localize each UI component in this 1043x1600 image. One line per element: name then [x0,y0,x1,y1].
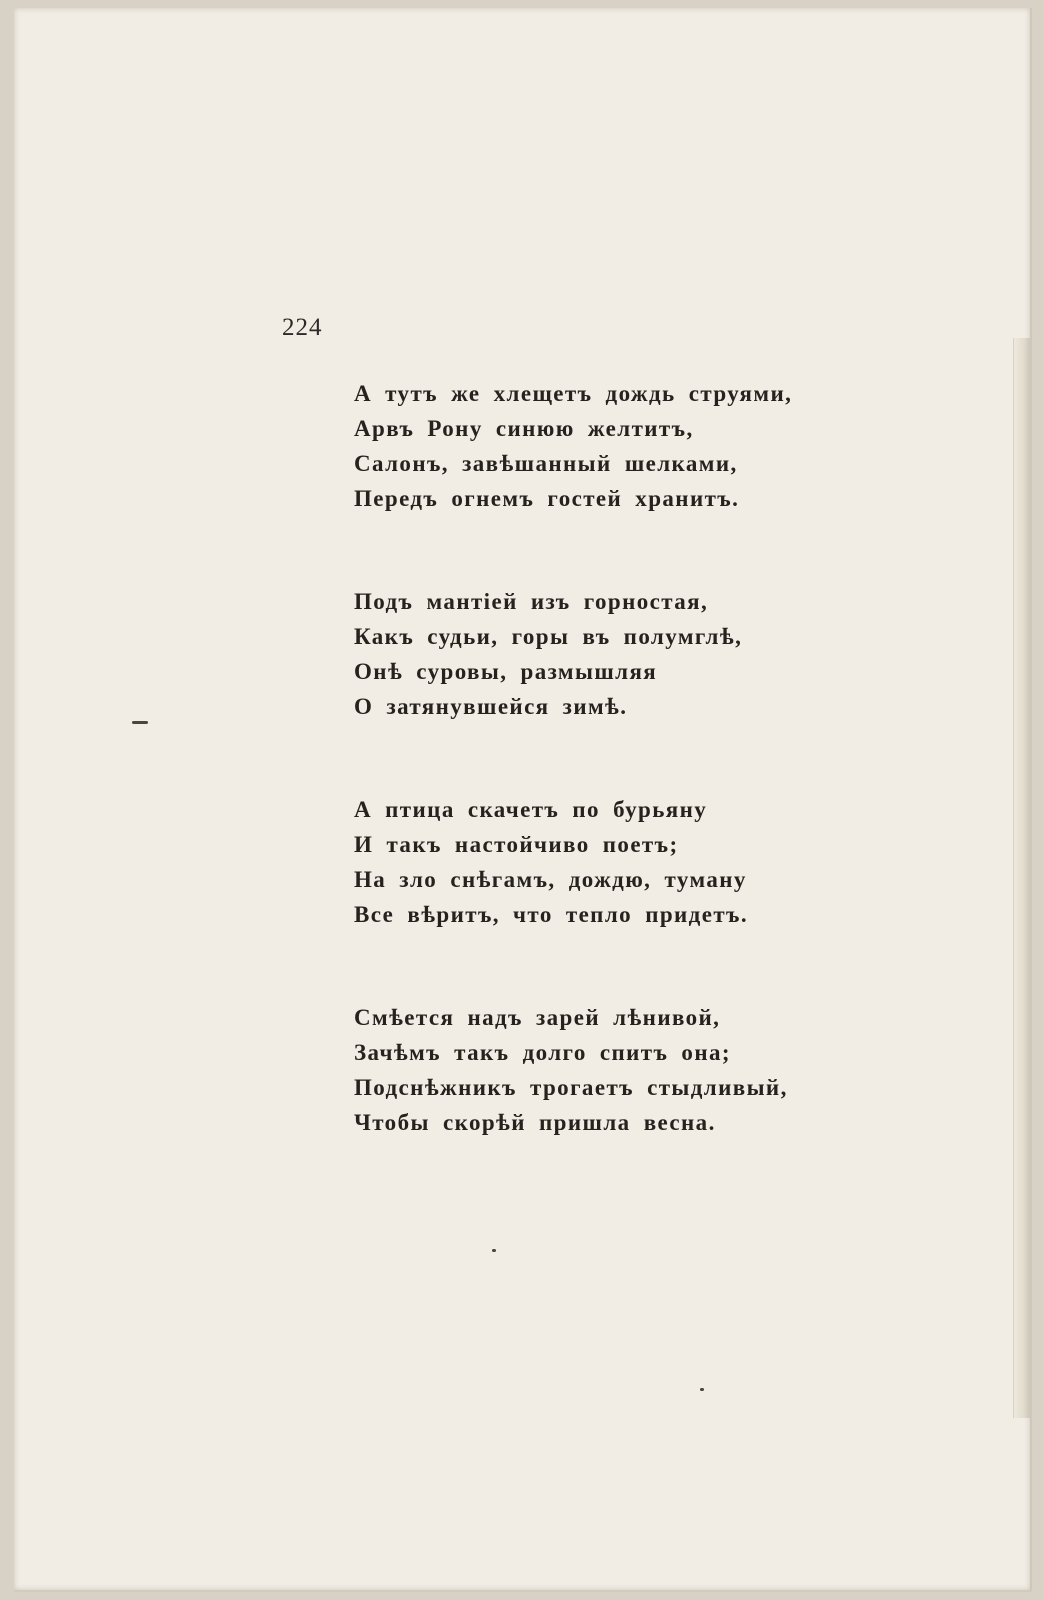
poem-line: Все вѣритъ, что тепло придетъ. [354,902,748,927]
poem-line: На зло снѣгамъ, дождю, туману [354,867,747,892]
poem [354,376,874,1140]
deckle-edge [1013,338,1030,1418]
page-number: 224 [282,314,323,341]
poem-line: А птица скачетъ по бурьяну [354,797,708,822]
poem-line: Смѣется надъ зарей лѣнивой, [354,1005,721,1030]
paper-sheet [14,8,1032,1592]
poem-line: Подъ мантіей изъ горностая, [354,589,709,614]
stanza-1 [354,376,874,516]
speck-mark [700,1388,704,1391]
poem-line: Чтобы скорѣй пришла весна. [354,1110,716,1135]
poem-line: Передъ огнемъ гостей хранитъ. [354,486,740,511]
poem-line: Зачѣмъ такъ долго спитъ она; [354,1040,731,1065]
stanza-4 [354,1000,874,1140]
poem-line: И такъ настойчиво поетъ; [354,832,679,857]
poem-line: Арвъ Рону синюю желтитъ, [354,416,694,441]
poem-line: Салонъ, завѣшанный шелками, [354,451,738,476]
stanza-2 [354,584,874,724]
poem-line: Какъ судьи, горы въ полумглѣ, [354,624,743,649]
speck-mark [492,1249,496,1252]
margin-dash-mark [132,721,148,724]
poem-line: А тутъ же хлещетъ дождь струями, [354,381,793,406]
poem-line: Онѣ суровы, размышляя [354,659,658,684]
poem-line: Подснѣжникъ трогаетъ стыдливый, [354,1075,788,1100]
stanza-3 [354,792,874,932]
poem-line: О затянувшейся зимѣ. [354,694,628,719]
